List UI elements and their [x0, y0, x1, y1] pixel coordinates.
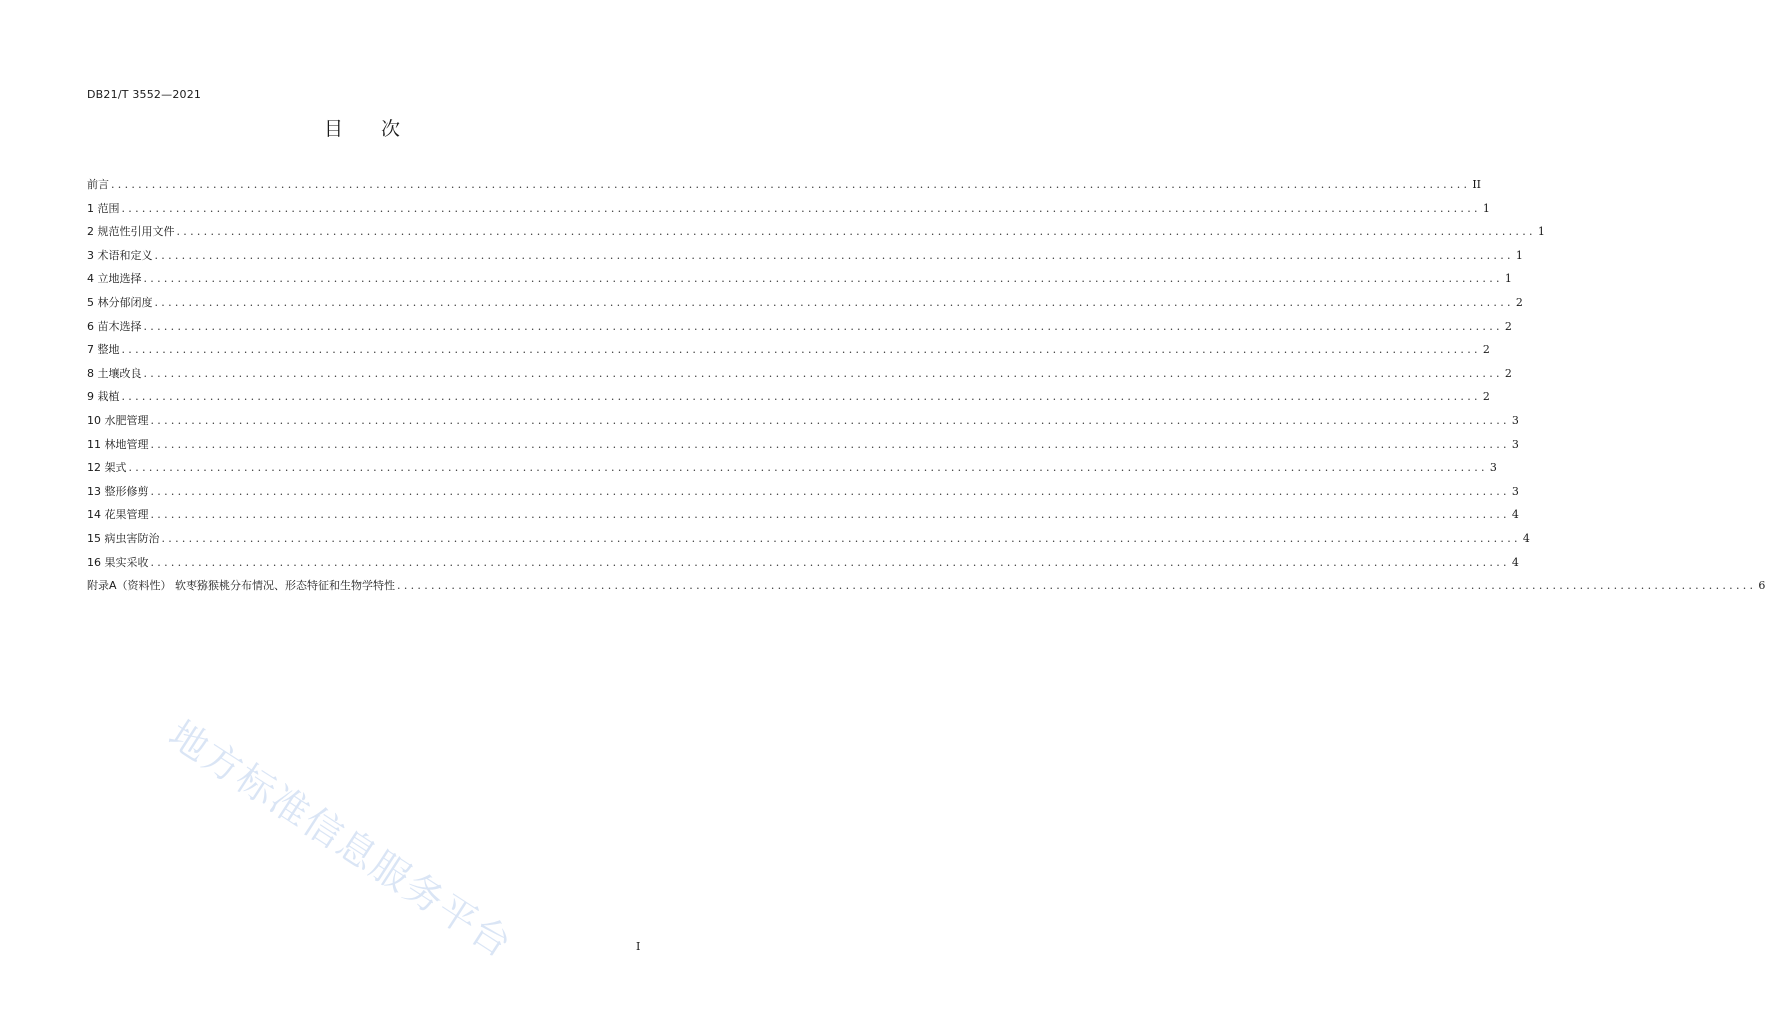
toc-entry-page: 6	[1758, 579, 1765, 593]
standard-code: DB21/T 3552—2021	[87, 88, 202, 101]
title-char-1: 目	[323, 118, 343, 140]
toc-entry-page: 2	[1482, 343, 1490, 357]
toc-leader-dots: ........................................................................................................................................................................................................	[143, 319, 1503, 333]
toc-entry-13[interactable]	[87, 480, 1519, 504]
toc-entry-label: 附录A（资料性） 软枣猕猴桃分布情况、形态特征和生物学特性	[87, 579, 396, 593]
toc-entry-10[interactable]	[87, 409, 1519, 433]
toc-entry-label: 9 栽植	[87, 390, 120, 404]
toc-entry-15[interactable]	[87, 527, 1530, 551]
toc-entry-appendix-a[interactable]	[87, 574, 1765, 598]
toc-leader-dots: ........................................................................................................................................................................................................	[161, 531, 1521, 545]
toc-entry-label: 2 规范性引用文件	[87, 225, 175, 239]
toc-leader-dots: ........................................................................................................................................................................................................	[128, 461, 1488, 475]
toc-entry-label: 4 立地选择	[87, 272, 142, 286]
toc-entry-label: 11 林地管理	[87, 437, 149, 451]
toc-leader-dots: ........................................................................................................................................................................................................	[154, 248, 1514, 262]
toc-entry-page: 4	[1511, 555, 1519, 569]
toc-entry-1[interactable]	[87, 197, 1490, 221]
toc-entry-label: 10 水肥管理	[87, 413, 149, 427]
toc-leader-dots: ........................................................................................................................................................................................................	[150, 484, 1510, 498]
title-char-2: 次	[381, 118, 401, 140]
toc-leader-dots: ........................................................................................................................................................................................................	[121, 343, 1481, 357]
toc-entry-9[interactable]	[87, 385, 1490, 409]
toc-leader-dots: ........................................................................................................................................................................................................	[150, 555, 1510, 569]
toc-leader-dots: ........................................................................................................................................................................................................	[154, 295, 1514, 309]
toc-entry-label: 前言	[87, 178, 109, 191]
toc-entry-label: 13 整形修剪	[87, 484, 149, 498]
toc-entry-page: 1	[1515, 248, 1523, 262]
toc-entry-page: 2	[1504, 319, 1512, 333]
toc-entry-page: 3	[1489, 461, 1497, 475]
toc-entry-11[interactable]	[87, 433, 1519, 457]
toc-entry-page: 2	[1482, 390, 1490, 404]
toc-entry-2[interactable]	[87, 220, 1545, 244]
watermark: 地方标准信息服务平台	[161, 711, 521, 967]
toc-entry-14[interactable]	[87, 503, 1519, 527]
toc-entry-page: 1	[1537, 225, 1545, 239]
toc-entry-page: 4	[1511, 508, 1519, 522]
toc-entry-label: 7 整地	[87, 343, 120, 357]
toc-leader-dots: ........................................................................................................................................................................................................	[121, 201, 1481, 215]
toc-entry-label: 16 果实采收	[87, 555, 149, 569]
toc-entry-12[interactable]	[87, 456, 1497, 480]
toc-entry-label: 5 林分郁闭度	[87, 295, 153, 309]
toc-leader-dots: ........................................................................................................................................................................................................	[150, 413, 1510, 427]
toc-entry-5[interactable]	[87, 291, 1523, 315]
toc-entry-3[interactable]	[87, 244, 1523, 268]
toc-leader-dots: ........................................................................................................................................................................................................	[121, 390, 1481, 404]
toc-entry-7[interactable]	[87, 338, 1490, 362]
toc-entry-page: 2	[1504, 366, 1512, 380]
toc-entry-label: 1 范围	[87, 201, 120, 215]
toc-entry-8[interactable]	[87, 362, 1512, 386]
toc-entry-page: 3	[1511, 484, 1519, 498]
toc-leader-dots: ........................................................................................................................................................................................................	[150, 437, 1510, 451]
toc-entry-page: 1	[1482, 201, 1490, 215]
table-of-contents	[87, 173, 1765, 598]
toc-entry-page: 3	[1511, 413, 1519, 427]
toc-leader-dots: ........................................................................................................................................................................................................	[150, 508, 1510, 522]
toc-entry-label: 8 土壤改良	[87, 366, 142, 380]
toc-entry-label: 3 术语和定义	[87, 248, 153, 262]
toc-entry-page: 2	[1515, 295, 1523, 309]
toc-entry-page: 3	[1511, 437, 1519, 451]
toc-entry-label: 14 花果管理	[87, 508, 149, 522]
page-title	[0, 114, 724, 141]
toc-entry-16[interactable]	[87, 551, 1519, 575]
toc-leader-dots: ........................................................................................................................................................................................................	[176, 225, 1536, 239]
toc-entry-foreword[interactable]	[87, 173, 1482, 197]
page-number: I	[636, 940, 641, 953]
toc-entry-label: 6 苗木选择	[87, 319, 142, 333]
toc-leader-dots: ........................................................................................................................................................................................................	[397, 579, 1757, 593]
toc-entry-4[interactable]	[87, 267, 1512, 291]
toc-entry-page: 4	[1522, 531, 1530, 545]
toc-entry-label: 12 架式	[87, 461, 127, 475]
toc-entry-label: 15 病虫害防治	[87, 531, 160, 545]
toc-entry-page: II	[1472, 178, 1482, 191]
toc-entry-6[interactable]	[87, 315, 1512, 339]
toc-leader-dots: ........................................................................................................................................................................................................	[111, 178, 1471, 191]
toc-leader-dots: ........................................................................................................................................................................................................	[143, 366, 1503, 380]
toc-entry-page: 1	[1504, 272, 1512, 286]
toc-leader-dots: ........................................................................................................................................................................................................	[143, 272, 1503, 286]
